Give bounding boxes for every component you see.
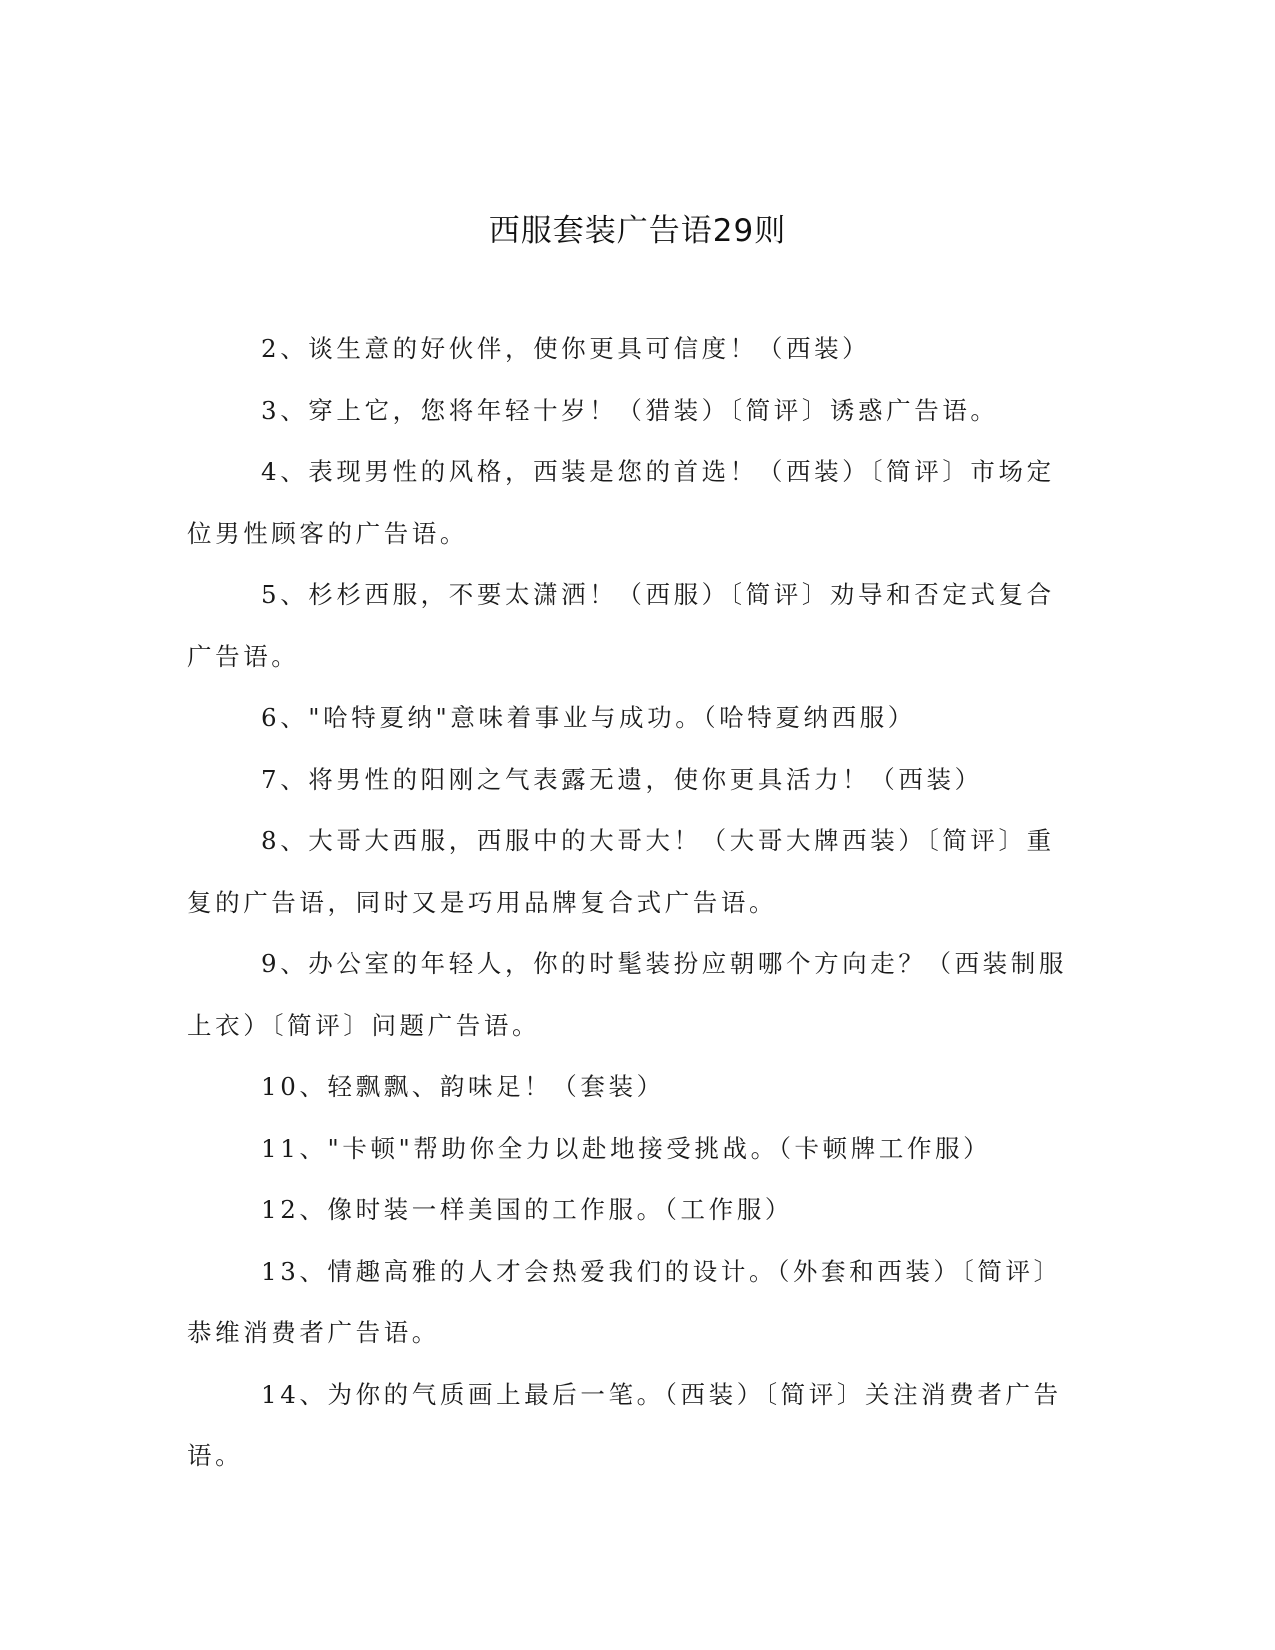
paragraph-item-3: 3、穿上它，您将年轻十岁！（猎装）〔简评〕诱惑广告语。 bbox=[261, 395, 999, 425]
paragraph-item-6: 6、"哈特夏纳"意味着事业与成功。（哈特夏纳西服） bbox=[261, 703, 916, 732]
paragraph-item-2: 2、谈生意的好伙伴，使你更具可信度！（西装） bbox=[261, 334, 871, 363]
paragraph-item-9: 9、办公室的年轻人，你的时髦装扮应朝哪个方向走？（西装制服上衣）〔简评〕问题广告语。 bbox=[187, 949, 1067, 1040]
paragraph-item-4: 4、表现男性的风格，西装是您的首选！（西装）〔简评〕市场定位男性顾客的广告语。 bbox=[187, 457, 1055, 548]
paragraph-item-10: 10、轻飘飘、韵味足！（套装） bbox=[261, 1072, 665, 1101]
paragraph-item-12: 12、像时装一样美国的工作服。（工作服） bbox=[261, 1195, 793, 1224]
paragraph-item-14: 14、为你的气质画上最后一笔。（西装）〔简评〕关注消费者广告语。 bbox=[187, 1379, 1062, 1470]
paragraph-item-8: 8、大哥大西服，西服中的大哥大！（大哥大牌西装）〔简评〕重复的广告语，同时又是巧用品牌复合式广告语。 bbox=[187, 826, 1055, 917]
paragraph-item-11: 11、"卡顿"帮助你全力以赴地接受挑战。（卡顿牌工作服） bbox=[261, 1133, 992, 1163]
paragraph-item-7: 7、将男性的阳刚之气表露无遗，使你更具活力！（西装） bbox=[261, 764, 983, 794]
document-title: 西服套装广告语29则 bbox=[488, 213, 787, 249]
paragraph-item-5: 5、杉杉西服，不要太潇洒！（西服）〔简评〕劝导和否定式复合广告语。 bbox=[187, 580, 1055, 671]
paragraph-item-13: 13、情趣高雅的人才会热爱我们的设计。（外套和西装）〔简评〕恭维消费者广告语。 bbox=[187, 1256, 1062, 1347]
document-body bbox=[187, 318, 1067, 1487]
